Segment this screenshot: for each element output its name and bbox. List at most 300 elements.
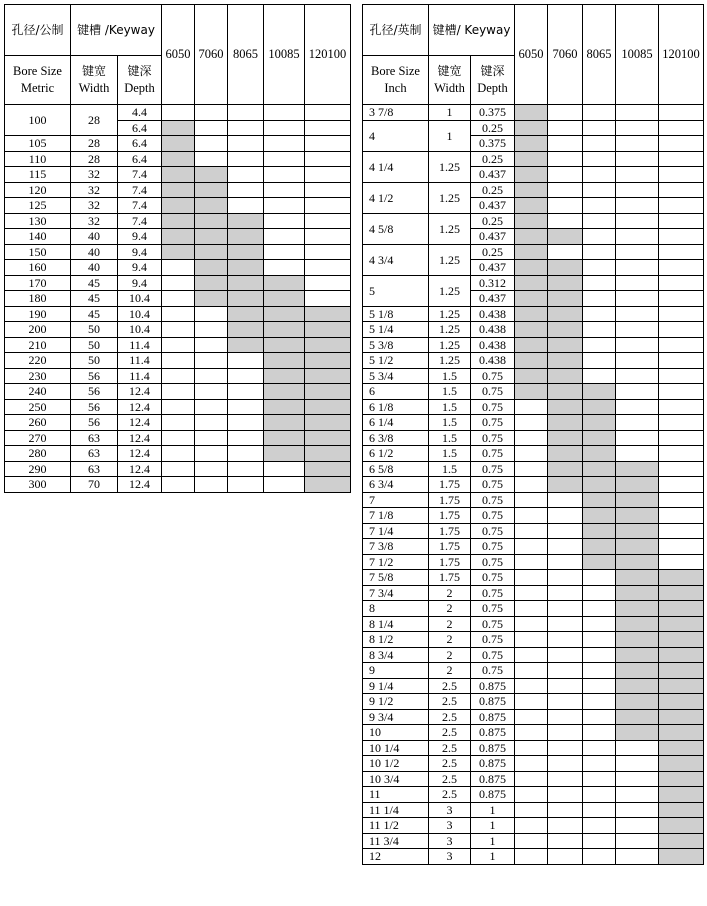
depth-cell: 0.437 bbox=[471, 291, 515, 307]
compatible-cell bbox=[616, 632, 659, 648]
compatible-cell bbox=[659, 849, 704, 865]
empty-cell bbox=[162, 291, 195, 307]
compatible-cell bbox=[264, 384, 305, 400]
empty-cell bbox=[583, 647, 616, 663]
empty-cell bbox=[515, 740, 548, 756]
depth-cell: 10.4 bbox=[118, 322, 162, 338]
empty-cell bbox=[515, 539, 548, 555]
compatible-cell bbox=[305, 384, 351, 400]
bore-cell: 5 1/2 bbox=[363, 353, 429, 369]
bore-cell: 220 bbox=[5, 353, 71, 369]
compatible-cell bbox=[515, 120, 548, 136]
compatible-cell bbox=[548, 260, 583, 276]
bore-cell: 300 bbox=[5, 477, 71, 493]
empty-cell bbox=[548, 756, 583, 772]
empty-cell bbox=[228, 182, 264, 198]
empty-cell bbox=[162, 368, 195, 384]
empty-cell bbox=[659, 136, 704, 152]
table-row bbox=[363, 663, 704, 679]
compatible-cell bbox=[264, 337, 305, 353]
empty-cell bbox=[305, 120, 351, 136]
empty-cell bbox=[616, 384, 659, 400]
depth-cell: 0.75 bbox=[471, 446, 515, 462]
empty-cell bbox=[616, 136, 659, 152]
depth-cell: 10.4 bbox=[118, 306, 162, 322]
bore-cell: 8 1/4 bbox=[363, 616, 429, 632]
empty-cell bbox=[548, 771, 583, 787]
width-cell: 1.25 bbox=[429, 213, 471, 244]
empty-cell bbox=[515, 492, 548, 508]
compatible-cell bbox=[305, 368, 351, 384]
empty-cell bbox=[515, 678, 548, 694]
depth-cell: 0.438 bbox=[471, 337, 515, 353]
width-cell: 1.25 bbox=[429, 182, 471, 213]
empty-cell bbox=[195, 151, 228, 167]
compatible-cell bbox=[548, 461, 583, 477]
empty-cell bbox=[548, 508, 583, 524]
empty-cell bbox=[659, 120, 704, 136]
compatible-cell bbox=[305, 306, 351, 322]
empty-cell bbox=[195, 120, 228, 136]
empty-cell bbox=[195, 353, 228, 369]
compatible-cell bbox=[228, 337, 264, 353]
table-row bbox=[363, 601, 704, 617]
table-row bbox=[5, 446, 351, 462]
table-row bbox=[363, 105, 704, 121]
compatible-cell bbox=[228, 260, 264, 276]
empty-cell bbox=[515, 477, 548, 493]
compatible-cell bbox=[264, 306, 305, 322]
empty-cell bbox=[228, 461, 264, 477]
depth-cell: 0.75 bbox=[471, 477, 515, 493]
bore-cell: 9 1/4 bbox=[363, 678, 429, 694]
empty-cell bbox=[228, 446, 264, 462]
empty-cell bbox=[583, 353, 616, 369]
bore-cell: 9 1/2 bbox=[363, 694, 429, 710]
depth-cell: 0.75 bbox=[471, 616, 515, 632]
empty-cell bbox=[195, 399, 228, 415]
empty-cell bbox=[228, 120, 264, 136]
bore-cell: 10 3/4 bbox=[363, 771, 429, 787]
width-cell: 3 bbox=[429, 802, 471, 818]
compatible-cell bbox=[616, 601, 659, 617]
compatible-cell bbox=[195, 182, 228, 198]
empty-cell bbox=[305, 275, 351, 291]
empty-cell bbox=[195, 477, 228, 493]
compatible-cell bbox=[659, 570, 704, 586]
empty-cell bbox=[548, 198, 583, 214]
bore-cell: 7 3/8 bbox=[363, 539, 429, 555]
bore-cell: 7 1/2 bbox=[363, 554, 429, 570]
table-row bbox=[363, 430, 704, 446]
empty-cell bbox=[659, 492, 704, 508]
compatible-cell bbox=[583, 477, 616, 493]
width-cell: 28 bbox=[71, 105, 118, 136]
table-row bbox=[5, 136, 351, 152]
empty-cell bbox=[162, 353, 195, 369]
compatible-cell bbox=[616, 570, 659, 586]
depth-cell: 0.875 bbox=[471, 740, 515, 756]
empty-cell bbox=[659, 554, 704, 570]
empty-cell bbox=[616, 446, 659, 462]
compatible-cell bbox=[548, 399, 583, 415]
table-row bbox=[363, 616, 704, 632]
depth-cell: 0.25 bbox=[471, 120, 515, 136]
depth-cell: 0.437 bbox=[471, 260, 515, 276]
compatible-cell bbox=[548, 322, 583, 338]
compatible-cell bbox=[548, 368, 583, 384]
empty-cell bbox=[583, 833, 616, 849]
bore-cell: 240 bbox=[5, 384, 71, 400]
compatible-cell bbox=[515, 151, 548, 167]
depth-cell: 1 bbox=[471, 818, 515, 834]
empty-cell bbox=[548, 616, 583, 632]
empty-cell bbox=[659, 105, 704, 121]
empty-cell bbox=[583, 322, 616, 338]
compatible-cell bbox=[583, 523, 616, 539]
table-row bbox=[363, 647, 704, 663]
bore-cell: 6 1/4 bbox=[363, 415, 429, 431]
empty-cell bbox=[583, 725, 616, 741]
compatible-cell bbox=[616, 725, 659, 741]
empty-cell bbox=[616, 337, 659, 353]
depth-cell: 6.4 bbox=[118, 136, 162, 152]
depth-subheader bbox=[471, 56, 515, 105]
empty-cell bbox=[515, 725, 548, 741]
bore-cell: 160 bbox=[5, 260, 71, 276]
table-row bbox=[363, 399, 704, 415]
compatible-cell bbox=[548, 415, 583, 431]
compatible-cell bbox=[305, 415, 351, 431]
empty-cell bbox=[515, 709, 548, 725]
depth-cell: 0.75 bbox=[471, 492, 515, 508]
compatible-cell bbox=[162, 151, 195, 167]
empty-cell bbox=[583, 678, 616, 694]
empty-cell bbox=[515, 523, 548, 539]
bore-cell: 170 bbox=[5, 275, 71, 291]
empty-cell bbox=[583, 818, 616, 834]
bore-cell: 7 5/8 bbox=[363, 570, 429, 586]
empty-cell bbox=[583, 787, 616, 803]
empty-cell bbox=[162, 337, 195, 353]
bore-cell: 270 bbox=[5, 430, 71, 446]
depth-cell: 7.4 bbox=[118, 182, 162, 198]
depth-cell: 0.25 bbox=[471, 151, 515, 167]
width-cell: 32 bbox=[71, 213, 118, 229]
bore-cell: 6 bbox=[363, 384, 429, 400]
compatible-cell bbox=[548, 446, 583, 462]
width-cell: 63 bbox=[71, 430, 118, 446]
compatible-cell bbox=[195, 291, 228, 307]
compatible-cell bbox=[515, 306, 548, 322]
width-cell: 32 bbox=[71, 198, 118, 214]
depth-cell: 12.4 bbox=[118, 399, 162, 415]
compatible-cell bbox=[515, 368, 548, 384]
table-row bbox=[363, 678, 704, 694]
keyway-header: 键槽/ Keyway bbox=[429, 5, 515, 56]
width-cell: 40 bbox=[71, 244, 118, 260]
table-row bbox=[5, 415, 351, 431]
table-row bbox=[363, 508, 704, 524]
empty-cell bbox=[548, 740, 583, 756]
depth-cell: 7.4 bbox=[118, 167, 162, 183]
table-row bbox=[363, 756, 704, 772]
width-cell: 1.5 bbox=[429, 368, 471, 384]
empty-cell bbox=[515, 461, 548, 477]
bore-cell: 11 bbox=[363, 787, 429, 803]
bore-cell: 100 bbox=[5, 105, 71, 136]
empty-cell bbox=[548, 120, 583, 136]
width-cell: 1.75 bbox=[429, 539, 471, 555]
table-row bbox=[363, 694, 704, 710]
empty-cell bbox=[659, 275, 704, 291]
table-row bbox=[363, 213, 704, 229]
empty-cell bbox=[548, 833, 583, 849]
width-cell: 1.5 bbox=[429, 399, 471, 415]
depth-cell: 0.875 bbox=[471, 771, 515, 787]
compatible-cell bbox=[659, 601, 704, 617]
compatible-cell bbox=[583, 415, 616, 431]
empty-cell bbox=[583, 694, 616, 710]
compatible-cell bbox=[583, 430, 616, 446]
empty-cell bbox=[583, 291, 616, 307]
inch-keyway-table bbox=[362, 4, 704, 865]
empty-cell bbox=[305, 136, 351, 152]
depth-cell: 0.75 bbox=[471, 663, 515, 679]
compatible-cell bbox=[616, 647, 659, 663]
compatible-cell bbox=[616, 523, 659, 539]
compatible-cell bbox=[616, 554, 659, 570]
empty-cell bbox=[659, 291, 704, 307]
table-row bbox=[5, 260, 351, 276]
bore-cell: 260 bbox=[5, 415, 71, 431]
empty-cell bbox=[616, 260, 659, 276]
empty-cell bbox=[659, 415, 704, 431]
depth-cell: 1 bbox=[471, 833, 515, 849]
bore-cell: 5 bbox=[363, 275, 429, 306]
depth-cell: 4.4 bbox=[118, 105, 162, 121]
bore-cell: 9 3/4 bbox=[363, 709, 429, 725]
empty-cell bbox=[659, 461, 704, 477]
table-row bbox=[363, 771, 704, 787]
width-cell: 32 bbox=[71, 167, 118, 183]
table-row bbox=[363, 120, 704, 136]
bore-cell: 120 bbox=[5, 182, 71, 198]
table-row bbox=[5, 167, 351, 183]
table-row bbox=[363, 384, 704, 400]
compatible-cell bbox=[162, 182, 195, 198]
empty-cell bbox=[616, 368, 659, 384]
empty-cell bbox=[228, 368, 264, 384]
compatible-cell bbox=[228, 275, 264, 291]
compatible-cell bbox=[616, 477, 659, 493]
table-row bbox=[5, 275, 351, 291]
width-cell: 1 bbox=[429, 120, 471, 151]
table-row bbox=[363, 554, 704, 570]
bore-subheader-line: Bore Size bbox=[371, 64, 420, 79]
depth-cell: 0.25 bbox=[471, 244, 515, 260]
table-row bbox=[363, 182, 704, 198]
table-row bbox=[363, 833, 704, 849]
compatible-cell bbox=[228, 291, 264, 307]
empty-cell bbox=[659, 539, 704, 555]
table-row bbox=[5, 291, 351, 307]
bore-cell: 6 3/8 bbox=[363, 430, 429, 446]
empty-cell bbox=[616, 849, 659, 865]
empty-cell bbox=[515, 430, 548, 446]
compatible-cell bbox=[616, 508, 659, 524]
empty-cell bbox=[264, 198, 305, 214]
width-cell: 28 bbox=[71, 136, 118, 152]
compatible-cell bbox=[515, 291, 548, 307]
table-row bbox=[5, 368, 351, 384]
compatible-cell bbox=[515, 213, 548, 229]
width-cell: 2 bbox=[429, 616, 471, 632]
table-row bbox=[363, 244, 704, 260]
bore-cell: 11 1/4 bbox=[363, 802, 429, 818]
width-cell: 2.5 bbox=[429, 709, 471, 725]
bore-cell: 150 bbox=[5, 244, 71, 260]
compatible-cell bbox=[583, 384, 616, 400]
compatible-cell bbox=[228, 229, 264, 245]
empty-cell bbox=[616, 229, 659, 245]
depth-cell: 0.75 bbox=[471, 647, 515, 663]
table-row bbox=[363, 492, 704, 508]
width-subheader-line: 键宽 bbox=[437, 64, 462, 79]
compatible-cell bbox=[515, 198, 548, 214]
bore-cell: 140 bbox=[5, 229, 71, 245]
compatible-cell bbox=[515, 353, 548, 369]
depth-cell: 12.4 bbox=[118, 461, 162, 477]
width-cell: 3 bbox=[429, 818, 471, 834]
table-row bbox=[363, 446, 704, 462]
depth-cell: 0.75 bbox=[471, 554, 515, 570]
bore-cell: 9 bbox=[363, 663, 429, 679]
compatible-cell bbox=[515, 182, 548, 198]
width-cell: 1.25 bbox=[429, 337, 471, 353]
empty-cell bbox=[515, 787, 548, 803]
compatible-cell bbox=[305, 322, 351, 338]
bore-cell: 230 bbox=[5, 368, 71, 384]
compatible-cell bbox=[195, 198, 228, 214]
bore-cell: 4 5/8 bbox=[363, 213, 429, 244]
compatible-cell bbox=[264, 322, 305, 338]
width-cell: 56 bbox=[71, 368, 118, 384]
empty-cell bbox=[616, 306, 659, 322]
table-row bbox=[5, 182, 351, 198]
width-cell: 2 bbox=[429, 663, 471, 679]
width-subheader-line: Width bbox=[434, 80, 465, 95]
empty-cell bbox=[162, 415, 195, 431]
depth-cell: 0.375 bbox=[471, 136, 515, 152]
bore-cell: 6 1/8 bbox=[363, 399, 429, 415]
model-header: 120100 bbox=[305, 5, 351, 105]
table-row bbox=[363, 818, 704, 834]
compatible-cell bbox=[659, 756, 704, 772]
bore-cell: 8 bbox=[363, 601, 429, 617]
empty-cell bbox=[162, 306, 195, 322]
empty-cell bbox=[659, 244, 704, 260]
width-cell: 1.75 bbox=[429, 523, 471, 539]
compatible-cell bbox=[264, 446, 305, 462]
table-row bbox=[5, 244, 351, 260]
depth-subheader bbox=[118, 56, 162, 105]
empty-cell bbox=[195, 384, 228, 400]
width-cell: 2.5 bbox=[429, 678, 471, 694]
empty-cell bbox=[305, 105, 351, 121]
empty-cell bbox=[583, 616, 616, 632]
empty-cell bbox=[616, 756, 659, 772]
compatible-cell bbox=[616, 461, 659, 477]
width-cell: 1.5 bbox=[429, 461, 471, 477]
width-cell: 1.75 bbox=[429, 477, 471, 493]
empty-cell bbox=[305, 182, 351, 198]
depth-cell: 0.75 bbox=[471, 523, 515, 539]
empty-cell bbox=[583, 740, 616, 756]
empty-cell bbox=[616, 120, 659, 136]
bore-cell: 280 bbox=[5, 446, 71, 462]
compatible-cell bbox=[659, 678, 704, 694]
width-cell: 56 bbox=[71, 384, 118, 400]
empty-cell bbox=[264, 213, 305, 229]
empty-cell bbox=[548, 787, 583, 803]
empty-cell bbox=[305, 244, 351, 260]
empty-cell bbox=[583, 337, 616, 353]
empty-cell bbox=[228, 105, 264, 121]
empty-cell bbox=[548, 492, 583, 508]
empty-cell bbox=[515, 585, 548, 601]
depth-cell: 0.75 bbox=[471, 508, 515, 524]
compatible-cell bbox=[659, 694, 704, 710]
empty-cell bbox=[616, 740, 659, 756]
depth-cell: 0.437 bbox=[471, 229, 515, 245]
empty-cell bbox=[548, 213, 583, 229]
empty-cell bbox=[195, 337, 228, 353]
compatible-cell bbox=[548, 275, 583, 291]
compatible-cell bbox=[548, 306, 583, 322]
empty-cell bbox=[515, 601, 548, 617]
depth-cell: 0.437 bbox=[471, 167, 515, 183]
empty-cell bbox=[195, 306, 228, 322]
empty-cell bbox=[548, 802, 583, 818]
depth-cell: 0.75 bbox=[471, 632, 515, 648]
empty-cell bbox=[515, 802, 548, 818]
empty-cell bbox=[305, 229, 351, 245]
bore-header: 孔径/公制 bbox=[5, 5, 71, 56]
width-cell: 2.5 bbox=[429, 787, 471, 803]
width-cell: 2 bbox=[429, 601, 471, 617]
bore-cell: 190 bbox=[5, 306, 71, 322]
bore-cell: 125 bbox=[5, 198, 71, 214]
width-cell: 32 bbox=[71, 182, 118, 198]
table-row bbox=[5, 399, 351, 415]
empty-cell bbox=[305, 291, 351, 307]
compatible-cell bbox=[162, 120, 195, 136]
empty-cell bbox=[548, 182, 583, 198]
compatible-cell bbox=[659, 833, 704, 849]
width-cell: 3 bbox=[429, 849, 471, 865]
depth-cell: 12.4 bbox=[118, 477, 162, 493]
empty-cell bbox=[305, 213, 351, 229]
table-row bbox=[363, 353, 704, 369]
compatible-cell bbox=[548, 384, 583, 400]
depth-cell: 0.875 bbox=[471, 725, 515, 741]
empty-cell bbox=[616, 415, 659, 431]
table-row bbox=[363, 849, 704, 865]
compatible-cell bbox=[162, 244, 195, 260]
table-row bbox=[363, 787, 704, 803]
depth-cell: 0.25 bbox=[471, 182, 515, 198]
